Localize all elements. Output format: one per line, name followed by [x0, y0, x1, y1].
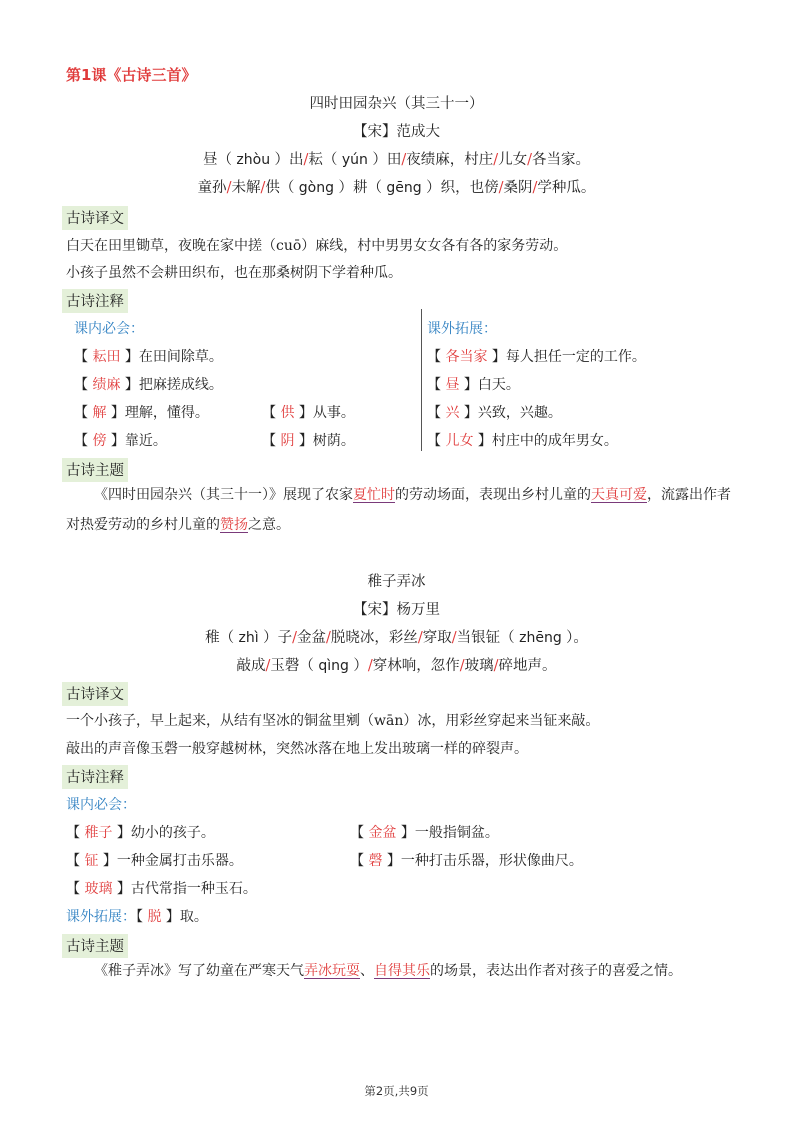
- note-item: 【 供 】从事。: [262, 405, 355, 421]
- poem2-line-2: 敲成/玉磬（ qìng ）/穿林响，忽作/玻璃/碎地声。: [236, 658, 557, 674]
- poem2-line-1: 稚（ zhì ）子/金盆/脱晓冰，彩丝/穿取/当银钲（ zhēng ）。: [205, 630, 588, 646]
- poem2-theme: 《稚子弄冰》写了幼童在严寒天气弄冰玩耍、自得其乐的场景，表达出作者对孩子的喜爱之情。: [94, 963, 682, 979]
- poem2-translation-header: 古诗译文: [62, 682, 128, 706]
- poem2-title: 稚子弄冰: [367, 574, 426, 590]
- note-item: 【 绩麻 】把麻搓成线。: [74, 377, 223, 393]
- note-item: 【 磬 】一种打击乐器，形状像曲尺。: [350, 853, 583, 869]
- poem1-translation-line-1: 白天在田里锄草，夜晚在家中搓（cuō）麻线，村中男男女女各有各的家务劳动。: [66, 238, 568, 254]
- poem1-title: 四时田园杂兴（其三十一）: [309, 96, 484, 112]
- poem2-out-class-label: 课外拓展：: [66, 909, 136, 925]
- poem2-in-class-label: 课内必会：: [66, 797, 136, 813]
- lesson-title: 第1课《古诗三首》: [66, 66, 197, 84]
- column-divider: [421, 309, 422, 451]
- note-item: 【 各当家 】每人担任一定的工作。: [427, 349, 646, 365]
- note-item: 【 金盆 】一般指铜盆。: [350, 825, 499, 841]
- poem1-translation-header: 古诗译文: [62, 206, 128, 230]
- poem1-notes-header: 古诗注释: [62, 289, 128, 313]
- poem1-theme-header: 古诗主题: [62, 458, 128, 482]
- poem2-theme-header: 古诗主题: [62, 934, 128, 958]
- note-item: 【 钲 】一种金属打击乐器。: [66, 853, 243, 869]
- note-item: 【 昼 】白天。: [427, 377, 520, 393]
- note-item: 【 耘田 】在田间除草。: [74, 349, 223, 365]
- poem1-in-class-label: 课内必会：: [74, 321, 144, 337]
- poem1-theme: 《四时田园杂兴（其三十一）》展现了农家夏忙时的劳动场面，表现出乡村儿童的天真可爱，流露出作者对热爱劳动的乡村儿童的赞扬之意。: [66, 487, 731, 533]
- note-item: 【 傍 】靠近。: [74, 433, 167, 449]
- poem1-out-class-label: 课外拓展：: [427, 321, 497, 337]
- poem2-translation-line-2: 敲出的声音像玉磬一般穿越树林，突然冰落在地上发出玻璃一样的碎裂声。: [66, 741, 528, 757]
- poem1-translation-line-2: 小孩子虽然不会耕田织布，也在那桑树阴下学着种瓜。: [66, 265, 402, 281]
- poem1-line-1: 昼（ zhòu ）出/耘（ yún ）田/夜绩麻，村庄/儿女/各当家。: [202, 152, 591, 168]
- poem1-author: 【宋】范成大: [353, 124, 440, 140]
- poem2-author: 【宋】杨万里: [353, 602, 440, 618]
- poem2-translation-line-1: 一个小孩子，早上起来，从结有坚冰的铜盆里剜（wān）冰，用彩丝穿起来当钲来敲。: [66, 713, 600, 729]
- poem1-line-2: 童孙/未解/供（ gòng ）耕（ gēng ）织，也傍/桑阴/学种瓜。: [197, 180, 596, 196]
- note-item: 【 兴 】兴致，兴趣。: [427, 405, 562, 421]
- poem2-notes-header: 古诗注释: [62, 765, 128, 789]
- note-item: 【 解 】理解，懂得。: [74, 405, 209, 421]
- note-item: 【 玻璃 】古代常指一种玉石。: [66, 881, 257, 897]
- note-item: 【 稚子 】幼小的孩子。: [66, 825, 215, 841]
- page-footer: 第2页,共9页: [364, 1084, 429, 1098]
- poem2-out-class-row: 课外拓展：【 脱 】取。: [66, 909, 208, 925]
- note-item: 【 阴 】树荫。: [262, 433, 355, 449]
- note-item: 【 儿女 】村庄中的成年男女。: [427, 433, 618, 449]
